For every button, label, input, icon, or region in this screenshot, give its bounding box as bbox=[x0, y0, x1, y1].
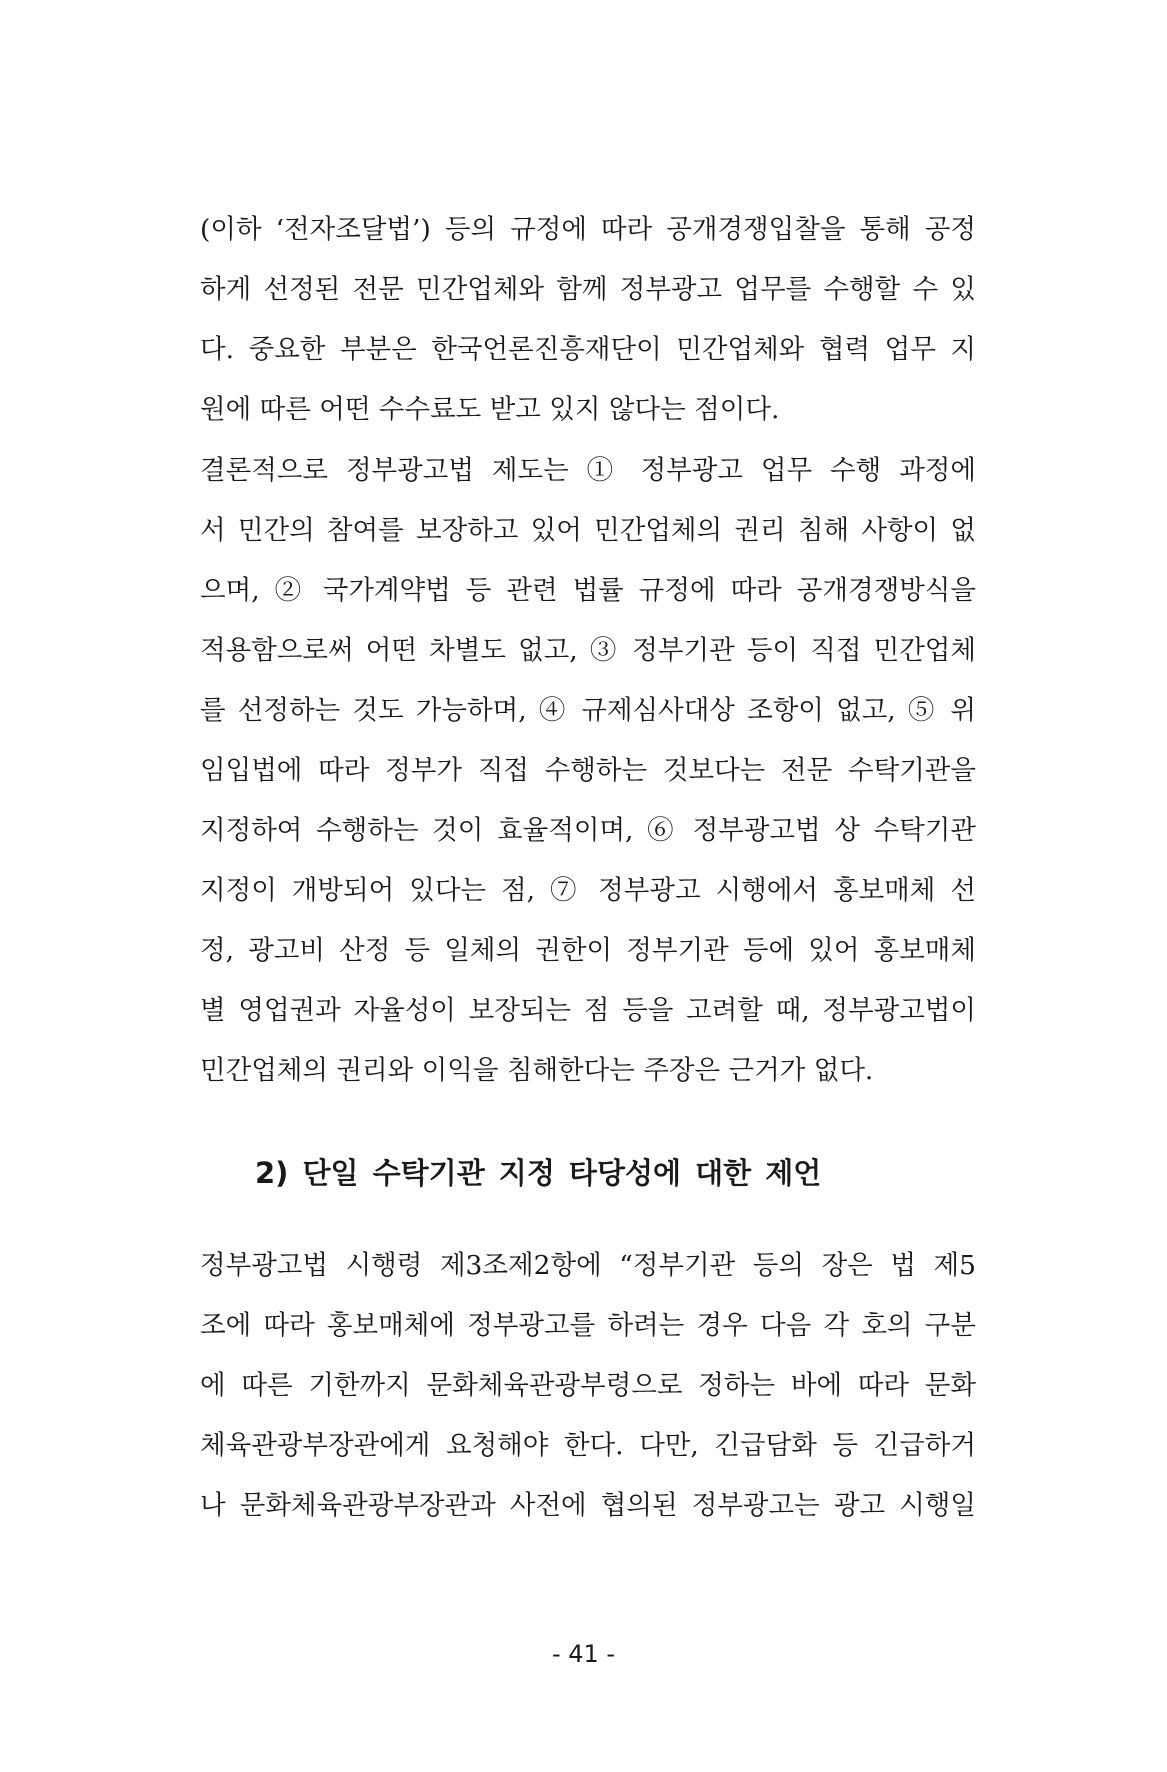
text-line: 지정이 개방되어 있다는 점, ⑦ 정부광고 시행에서 홍보매체 선 bbox=[200, 875, 976, 906]
text-line: 민간업체의 권리와 이익을 침해한다는 주장은 근거가 없다. bbox=[200, 1055, 874, 1086]
paragraph-3 bbox=[200, 1236, 976, 1536]
text-line: 원에 따른 어떤 수수료도 받고 있지 않다는 점이다. bbox=[200, 394, 780, 425]
text-line: 나 문화체육관광부장관과 사전에 협의된 정부광고는 광고 시행일 bbox=[200, 1490, 976, 1521]
text-line: 정, 광고비 산정 등 일체의 권한이 정부기관 등에 있어 홍보매체 bbox=[200, 935, 976, 966]
text-line: 다. 중요한 부분은 한국언론진흥재단이 민간업체와 협력 업무 지 bbox=[200, 334, 976, 365]
page-number: - 41 - bbox=[551, 1640, 616, 1668]
paragraph-2 bbox=[200, 441, 976, 1101]
text-line: 으며, ② 국가계약법 등 관련 법률 규정에 따라 공개경쟁방식을 bbox=[200, 575, 976, 606]
text-line: 별 영업권과 자율성이 보장되는 점 등을 고려할 때, 정부광고법이 bbox=[200, 995, 976, 1026]
text-line: 적용함으로써 어떤 차별도 없고, ③ 정부기관 등이 직접 민간업체 bbox=[200, 635, 976, 666]
text-line: 를 선정하는 것도 가능하며, ④ 규제심사대상 조항이 없고, ⑤ 위 bbox=[200, 695, 976, 726]
text-line: 하게 선정된 전문 민간업체와 함께 정부광고 업무를 수행할 수 있 bbox=[200, 274, 976, 305]
text-line: 지정하여 수행하는 것이 효율적이며, ⑥ 정부광고법 상 수탁기관 bbox=[200, 815, 976, 846]
text-line: 체육관광부장관에게 요청해야 한다. 다만, 긴급담화 등 긴급하거 bbox=[200, 1430, 976, 1461]
text-line: 서 민간의 참여를 보장하고 있어 민간업체의 권리 침해 사항이 없 bbox=[200, 515, 976, 546]
section-heading: 2) 단일 수탁기관 지정 타당성에 대한 제언 bbox=[255, 1156, 822, 1190]
text-line: (이하 ‘전자조달법’) 등의 규정에 따라 공개경쟁입찰을 통해 공정 bbox=[200, 214, 976, 245]
text-line: 정부광고법 시행령 제3조제2항에 “정부기관 등의 장은 법 제5 bbox=[200, 1250, 976, 1281]
text-line: 결론적으로 정부광고법 제도는 ① 정부광고 업무 수행 과정에 bbox=[200, 455, 976, 486]
paragraph-1 bbox=[200, 200, 976, 440]
text-line: 에 따른 기한까지 문화체육관광부령으로 정하는 바에 따라 문화 bbox=[200, 1370, 976, 1401]
text-line: 조에 따라 홍보매체에 정부광고를 하려는 경우 다음 각 호의 구분 bbox=[200, 1310, 976, 1341]
text-line: 임입법에 따라 정부가 직접 수행하는 것보다는 전문 수탁기관을 bbox=[200, 755, 976, 786]
